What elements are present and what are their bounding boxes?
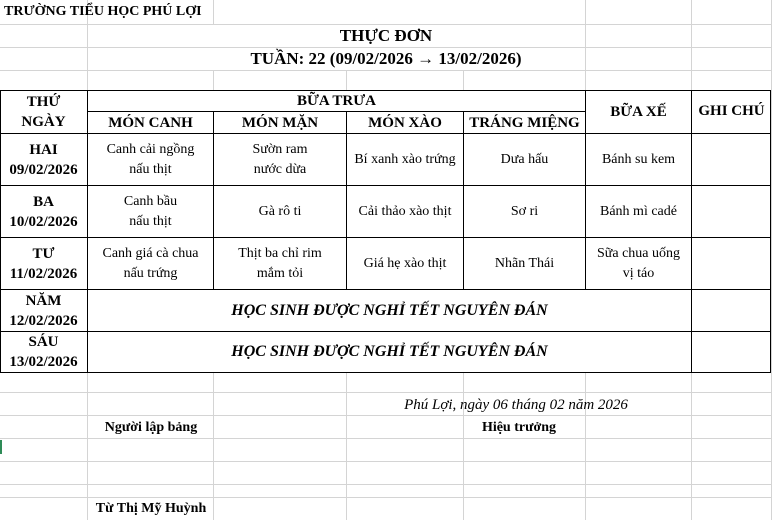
- soup-cell[interactable]: [88, 134, 213, 185]
- salty-cell[interactable]: Gà rô ti: [258, 203, 302, 219]
- row-day-cell[interactable]: [0, 186, 87, 237]
- note-cell[interactable]: [692, 134, 771, 185]
- header-lunch[interactable]: BỮA TRƯA: [296, 93, 377, 109]
- menu-title: THỰC ĐƠN: [339, 25, 433, 45]
- header-note[interactable]: GHI CHÚ: [698, 103, 765, 119]
- row-day-cell[interactable]: [0, 332, 87, 372]
- salty-line: Sườn ram: [252, 141, 308, 157]
- note-cell[interactable]: [692, 332, 771, 372]
- soup-line: Canh cải ngồng: [106, 141, 195, 157]
- salty-line: nước dừa: [253, 161, 307, 177]
- soup-line: nấu trứng: [123, 265, 178, 281]
- preparer-name: Từ Thị Mỹ Huỳnh: [95, 501, 207, 516]
- dessert-cell[interactable]: Dưa hấu: [500, 151, 549, 167]
- place-date: Phú Lợi, ngày 06 tháng 02 năm 2026: [404, 397, 628, 413]
- salty-line: mắm tỏi: [256, 265, 304, 281]
- soup-line: Canh giá cà chua: [102, 245, 199, 261]
- note-cell[interactable]: [692, 290, 771, 331]
- header-date: NGÀY: [21, 114, 66, 130]
- header-stirfry[interactable]: MÓN XÀO: [368, 114, 442, 131]
- snack-line: Sữa chua uống: [596, 245, 680, 261]
- snack-cell[interactable]: [586, 238, 691, 289]
- soup-cell[interactable]: [88, 238, 213, 289]
- row-day-cell[interactable]: [0, 290, 87, 331]
- row-day-cell[interactable]: [0, 238, 87, 289]
- soup-line: nấu thịt: [129, 213, 172, 229]
- note-cell[interactable]: [692, 186, 771, 237]
- row-day-cell[interactable]: [0, 134, 87, 185]
- week-range: TUẦN: 22 (09/02/2026 → 13/02/2026): [250, 48, 522, 68]
- dessert-cell[interactable]: Nhãn Thái: [494, 255, 555, 271]
- cell-cursor-marker: [0, 440, 2, 454]
- day-date: 11/02/2026: [9, 265, 78, 282]
- day-name: HAI: [29, 141, 58, 158]
- preparer-label: Người lập bảng: [104, 420, 198, 435]
- header-salty[interactable]: MÓN MẶN: [241, 114, 319, 131]
- dessert-cell[interactable]: Sơ ri: [510, 203, 539, 219]
- soup-line: Canh bầu: [123, 193, 178, 209]
- note-cell[interactable]: [692, 238, 771, 289]
- snack-line: vị táo: [622, 265, 655, 281]
- holiday-notice[interactable]: HỌC SINH ĐƯỢC NGHỈ TẾT NGUYÊN ĐÁN: [231, 301, 548, 319]
- snack-cell[interactable]: Bánh mì cadé: [600, 203, 677, 219]
- stirfry-cell[interactable]: Giá hẹ xào thịt: [363, 255, 447, 271]
- soup-cell[interactable]: [88, 186, 213, 237]
- header-snack[interactable]: BỮA XẾ: [610, 104, 667, 120]
- day-name: SÁU: [28, 334, 59, 350]
- day-date: 13/02/2026: [9, 354, 78, 370]
- header-day-cell[interactable]: [0, 91, 87, 133]
- day-name: TƯ: [32, 245, 55, 262]
- header-soup[interactable]: MÓN CANH: [108, 114, 193, 131]
- soup-line: nấu thịt: [129, 161, 172, 177]
- day-name: NĂM: [25, 292, 62, 309]
- holiday-notice[interactable]: HỌC SINH ĐƯỢC NGHỈ TẾT NGUYÊN ĐÁN: [231, 343, 548, 360]
- day-date: 10/02/2026: [9, 213, 78, 230]
- salty-cell[interactable]: [214, 134, 346, 185]
- day-date: 12/02/2026: [9, 312, 78, 329]
- stirfry-cell[interactable]: Bí xanh xào trứng: [354, 151, 456, 167]
- header-day: THỨ: [26, 94, 61, 110]
- snack-cell[interactable]: Bánh su kem: [601, 151, 676, 167]
- principal-label: Hiệu trưởng: [481, 420, 557, 435]
- day-date: 09/02/2026: [9, 161, 78, 178]
- school-name: TRƯỜNG TIỂU HỌC PHÚ LỢI: [4, 4, 202, 19]
- stirfry-cell[interactable]: Cải thảo xào thịt: [358, 203, 452, 219]
- day-name: BA: [33, 193, 54, 210]
- salty-line: Thịt ba chỉ rim: [238, 245, 322, 261]
- header-dessert[interactable]: TRÁNG MIỆNG: [469, 114, 580, 131]
- salty-cell[interactable]: [214, 238, 346, 289]
